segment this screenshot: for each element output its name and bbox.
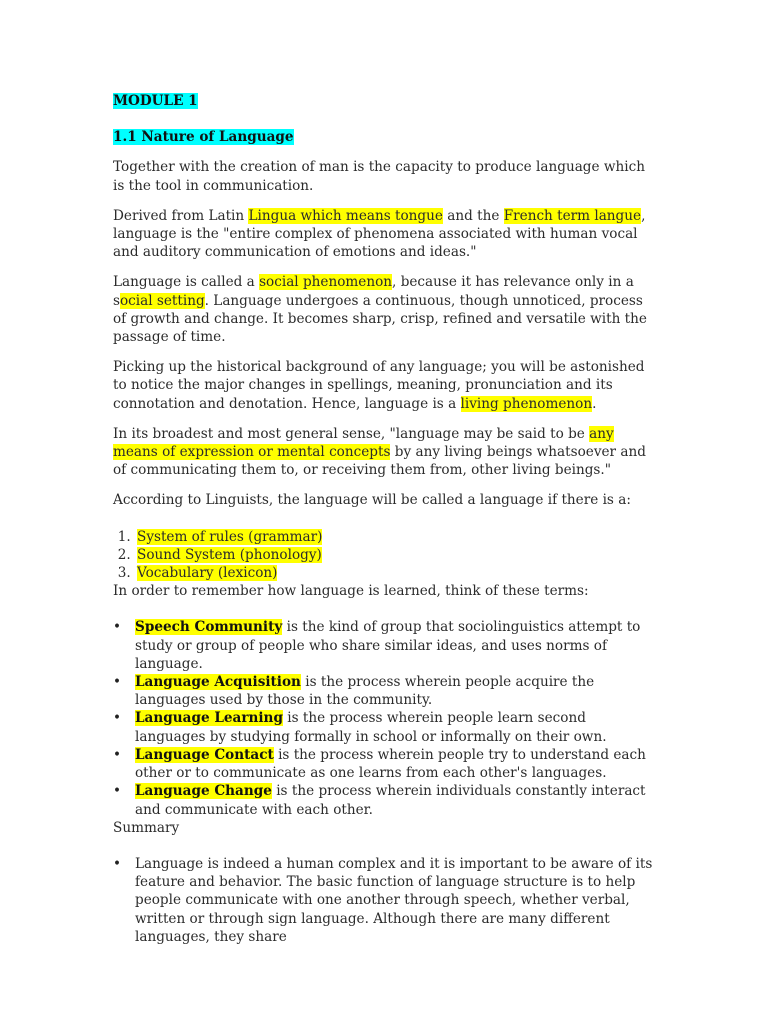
term-label: Language Acquisition [135, 674, 301, 691]
text-run: and the [442, 207, 504, 224]
paragraph-2 [113, 207, 658, 262]
paragraph-3 [113, 273, 658, 346]
list-item [135, 564, 658, 582]
text-run: by any living beings whatsoever and of communicating them to, or receiving them from, other living beings." [113, 444, 646, 479]
highlight-social-phenomenon: social phenomenon [259, 274, 393, 291]
list-item [135, 782, 658, 818]
list-item [135, 528, 658, 546]
terms-list [113, 618, 658, 818]
list-item [135, 746, 658, 782]
document-body [113, 92, 658, 946]
term-description: is the process wherein individuals constantly interact and communicate with each other. [135, 783, 646, 818]
highlight-lingua: Lingua which means tongue [248, 207, 443, 224]
term-label: Language Learning [135, 710, 283, 727]
summary-label: Summary [113, 819, 180, 836]
paragraph-5 [113, 425, 658, 480]
section-title-text: 1.1 Nature of Language [113, 129, 294, 146]
highlight-social-setting: ocial setting [119, 292, 205, 309]
term-description: is the process wherein people acquire the languages used by those in the community. [135, 674, 595, 709]
rules-list [113, 528, 658, 583]
list-item [135, 673, 658, 709]
highlight-any-means: any means of expression or mental concepts [113, 425, 614, 461]
text-run: , language is the "entire complex of phenomena associated with human vocal and auditory communication of emotions and ideas." [113, 207, 646, 261]
section-title [113, 128, 658, 146]
terms-intro: In order to remember how language is learned, think of these terms: [113, 583, 589, 600]
term-label: Speech Community [135, 619, 283, 636]
term-label: Language Contact [135, 746, 274, 763]
list-item [135, 546, 658, 564]
list-item [135, 709, 658, 745]
text-run: . [592, 395, 597, 412]
module-title-text: MODULE 1 [113, 93, 198, 109]
text-run: In its broadest and most general sense, "language may be said to be [113, 425, 590, 442]
text-run: Picking up the historical background of any language; you will be astonished to notice the major changes in spellings, meaning, pronunciation and its connotation and denotation. Hence, language is a [113, 359, 645, 412]
paragraph-1: Together with the creation of man is the capacity to produce language which is the tool in communication. [113, 159, 645, 194]
term-label: Language Change [135, 783, 272, 800]
rule-text: System of rules (grammar) [137, 528, 323, 545]
text-run: Language is called a [113, 274, 260, 291]
text-run: , because it has relevance only in a s [113, 274, 634, 309]
list-item [135, 618, 658, 673]
text-run: . Language undergoes a continuous, though unnoticed, process of growth and change. It becomes sharp, crisp, refined and versatile with the passage of time. [113, 292, 647, 346]
paragraph-6: According to Linguists, the language will be called a language if there is a: [113, 492, 631, 509]
highlight-langue: French term langue [503, 207, 642, 224]
text-run: Derived from Latin [113, 207, 249, 224]
term-description: is the kind of group that sociolinguistics attempt to study or group of people who share similar ideas, and uses norms of language. [135, 619, 641, 672]
rule-text: Sound System (phonology) [137, 546, 322, 563]
list-item: • Language is indeed a human complex and it is important to be aware of its feature and behavior. The basic function of language structure is to help people communicate with one another through speech, whether verbal, written or through sign language. Although there are many different languages, they share [135, 855, 658, 946]
term-description: is the process wherein people learn second languages by studying formally in school or informally on their own. [135, 710, 607, 745]
summary-list [113, 855, 658, 946]
paragraph-4 [113, 358, 658, 413]
rule-text: Vocabulary (lexicon) [137, 565, 278, 582]
term-description: is the process wherein people try to understand each other or to communicate as one learns from each other's languages. [135, 746, 646, 782]
module-title [113, 92, 658, 110]
highlight-living-phenomenon: living phenomenon [460, 395, 593, 412]
